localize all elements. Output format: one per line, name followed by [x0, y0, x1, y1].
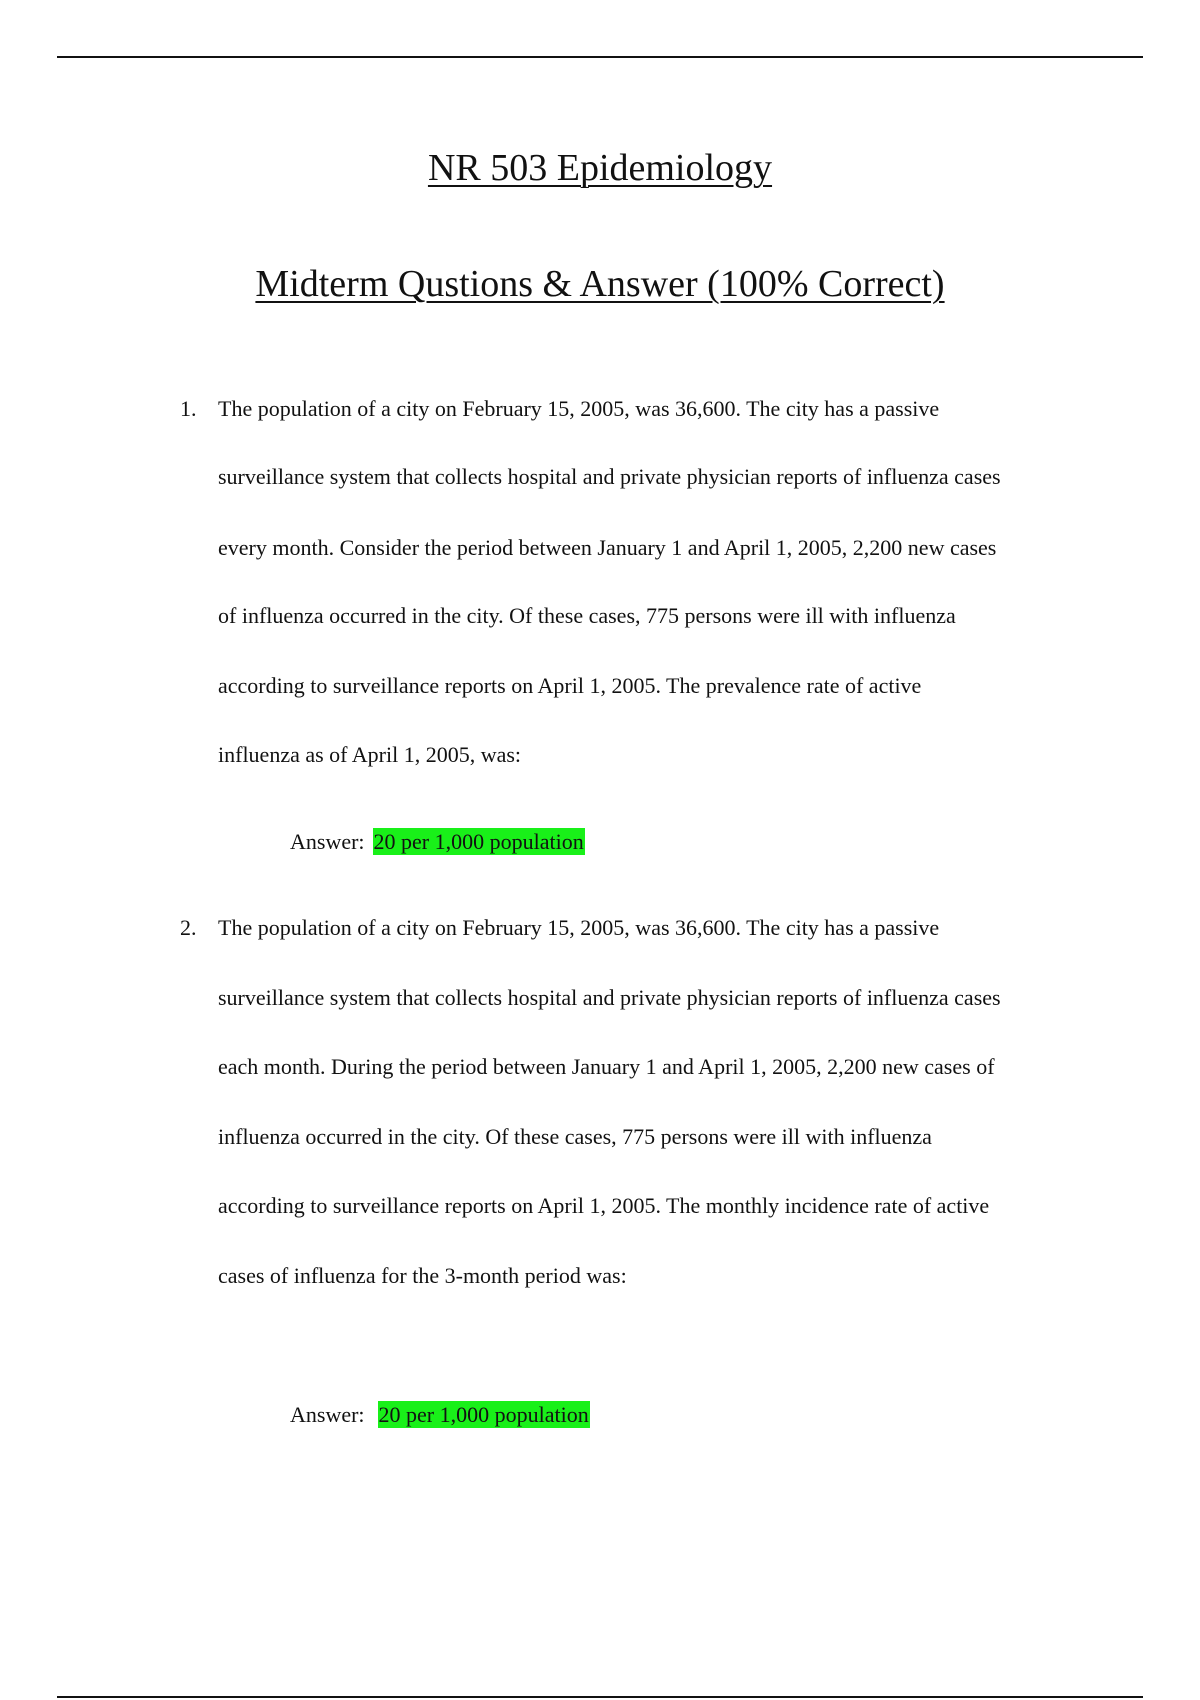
bottom-rule [57, 1696, 1143, 1698]
answer-value: 20 per 1,000 population [378, 1402, 589, 1427]
answer-label: Answer: [290, 1402, 365, 1427]
question-number: 1. [180, 396, 197, 421]
question-text-line: according to surveillance reports on April 1, 2005. The monthly incidence rate of active [218, 1193, 990, 1218]
question-text-line: surveillance system that collects hospital and private physician reports of influenza cases [218, 985, 1001, 1010]
question-text-line: surveillance system that collects hospital and private physician reports of influenza cases [218, 464, 1001, 489]
question-number: 2. [180, 915, 197, 940]
question-text-line: according to surveillance reports on April 1, 2005. The prevalence rate of active [218, 673, 922, 698]
document-subtitle: Midterm Qustions & Answer (100% Correct) [255, 263, 945, 305]
question-text-line: The population of a city on February 15, 2005, was 36,600. The city has a passive [218, 396, 940, 421]
answer-row [290, 827, 585, 857]
top-rule [57, 56, 1143, 58]
question-text-line: of influenza occurred in the city. Of these cases, 775 persons were ill with influenza [218, 603, 956, 628]
answer-row [290, 1400, 590, 1430]
question-text-line: The population of a city on February 15, 2005, was 36,600. The city has a passive [218, 915, 940, 940]
question-text-line: influenza as of April 1, 2005, was: [218, 742, 522, 767]
answer-value: 20 per 1,000 population [373, 829, 584, 854]
question-text-line: cases of influenza for the 3-month period was: [218, 1263, 627, 1288]
question-text-line: influenza occurred in the city. Of these cases, 775 persons were ill with influenza [218, 1124, 932, 1149]
document-title: NR 503 Epidemiology [427, 147, 773, 189]
question-text-line: each month. During the period between January 1 and April 1, 2005, 2,200 new cases of [218, 1054, 995, 1079]
question-text-line: every month. Consider the period between January 1 and April 1, 2005, 2,200 new cases [218, 535, 997, 560]
answer-label: Answer: [290, 829, 365, 854]
